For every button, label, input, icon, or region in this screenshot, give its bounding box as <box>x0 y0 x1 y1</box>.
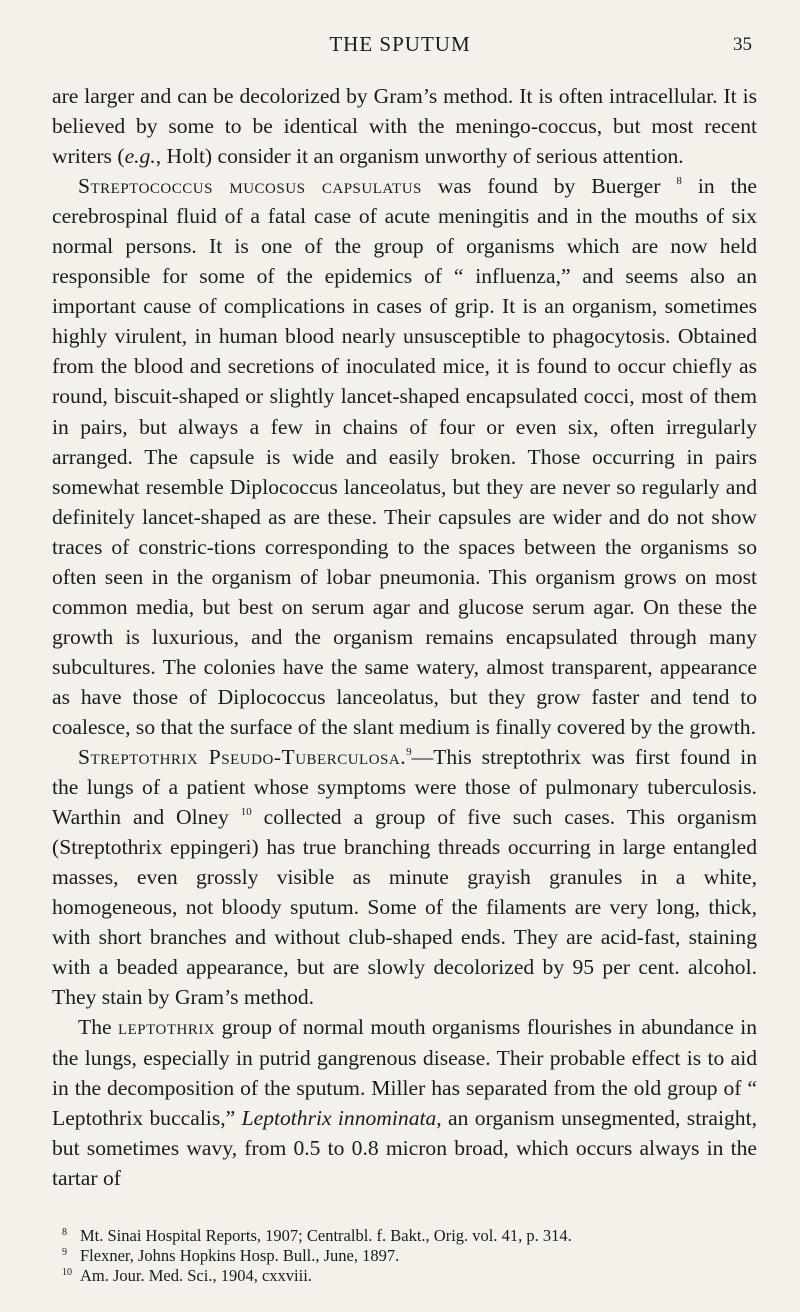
italic-run: e.g. <box>124 144 156 169</box>
page-number: 35 <box>733 34 752 55</box>
small-caps-heading: Streptothrix Pseudo-Tuberculosa. <box>78 745 407 770</box>
paragraph <box>52 1012 757 1192</box>
small-caps-heading: leptothrix <box>117 1015 216 1040</box>
page-header <box>0 28 800 68</box>
footnote-reference: 10 <box>240 806 252 819</box>
text-run: an organism unsegmented, straight, but sometimes wavy, from 0.5 to 0.8 micron broad, which occurs always in the tartar of <box>52 1105 757 1190</box>
footnote-text: Flexner, Johns Hopkins Hosp. Bull., June, 1897. <box>80 1246 400 1265</box>
text-run: in the cerebrospinal fluid of a fatal case of acute meningitis and in the mouths of six normal persons. It is one of the group of organisms which are now held responsible for some of the epidemics of “ influenza,” and seems also an important cause of complications in cases of grip. It is an organism, sometimes highly virulent, in human blood nearly unsusceptible to phagocytosis. Obtained from the blood and secretions of inoculated mice, it is found to occur chiefly as round, biscuit-shaped or slightly lancet-shaped encapsulated cocci, most of them in pairs, but always a few in chains of four or even six, often irregularly arranged. The capsule is wide and easily broken. Those occurring in pairs somewhat resemble Diplococcus lanceolatus, but they are never so regularly and definitely lancet-shaped as are these. Their capsules are wider and do not show traces of constric-tions corresponding to the spaces between the organisms so often seen in the organism of lobar pneumonia. This organism grows on most common media, but best on serum agar and glucose serum agar. On these the growth is luxurious, and the organism remains encapsulated through many subcultures. The colonies have the same watery, almost transparent, appearance as have those of Diplococcus lanceolatus, but they grow faster and tend to coalesce, so that the surface of the slant medium is finally covered by the growth. <box>52 174 757 739</box>
text-run: The <box>78 1015 118 1040</box>
paragraph <box>52 171 757 742</box>
paragraph <box>52 81 757 171</box>
text-run: —This streptothrix was first found in the lungs of a patient whose symptoms were those of pulmonary tuberculosis. Warthin and Olney <box>52 745 758 830</box>
text-run: , Holt) consider it an organism unworthy of serious attention. <box>155 144 684 169</box>
footnote-text: Mt. Sinai Hospital Reports, 1907; Centralbl. f. Bakt., Orig. vol. 41, p. 314. <box>80 1226 572 1245</box>
paragraph <box>52 742 757 1012</box>
footnote <box>62 1226 760 1246</box>
italic-run: Leptothrix innominata, <box>241 1105 442 1130</box>
footnote-reference: 8 <box>676 175 682 188</box>
footnotes <box>62 1226 760 1286</box>
small-caps-heading: Streptococcus mucosus capsulatus <box>78 174 422 199</box>
footnote-reference: 9 <box>406 746 412 759</box>
footnote-mark: 8 <box>62 1227 67 1238</box>
text-run: group of normal mouth organisms flourishes in abundance in the lungs, especially in putrid gangrenous disease. Their probable effect is to aid in the decomposition of the sputum. Miller has separated from the old group of “ Leptothrix buccalis,” <box>52 1015 757 1130</box>
footnote-text: Am. Jour. Med. Sci., 1904, cxxviii. <box>80 1266 312 1285</box>
text-run: collected a group of five such cases. This organism (Streptothrix eppingeri) has true branching threads occurring in large entangled masses, even grossly visible as minute grayish granules in a white, homogeneous, not bloody sputum. Some of the filaments are very long, thick, with short branches and without club-shaped ends. They are acid-fast, staining with a beaded appearance, but are slowly decolorized by 95 per cent. alcohol. They stain by Gram’s method. <box>52 805 757 1010</box>
footnote-mark: 9 <box>62 1247 67 1258</box>
footnote <box>62 1246 760 1266</box>
body-text <box>52 81 757 1193</box>
running-head: THE SPUTUM <box>329 32 471 56</box>
text-run: are larger and can be decolorized by Gram’s method. It is often intracellular. It is believed by some to be identical with the meningo-coccus, but most recent writers ( <box>52 84 757 169</box>
footnote-mark: 10 <box>62 1267 72 1278</box>
text-run: was found by Buerger <box>421 174 677 199</box>
footnote <box>62 1266 760 1286</box>
